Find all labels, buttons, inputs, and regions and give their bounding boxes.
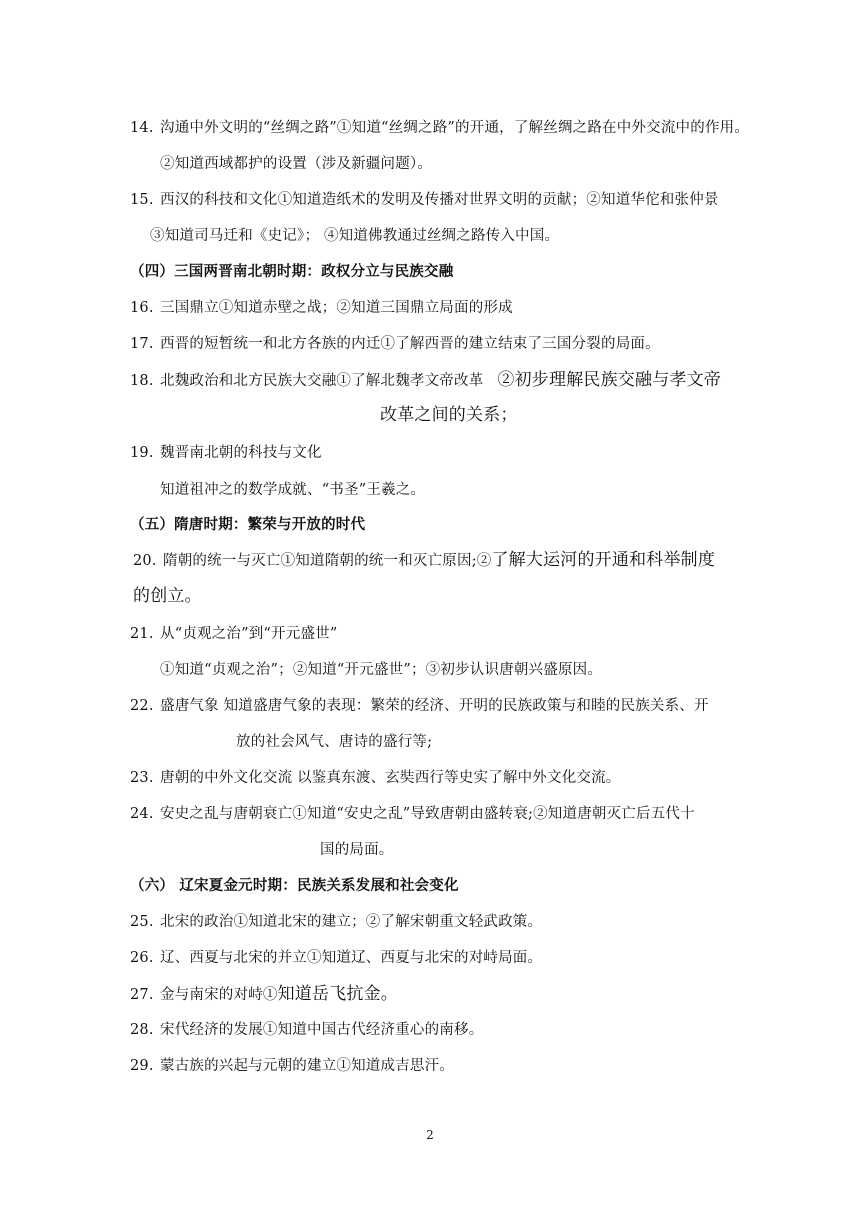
item-number: 29. xyxy=(130,1058,154,1074)
heading-text: （五）隋唐时期：繁荣与开放的时代 xyxy=(130,516,366,533)
page-number: 2 xyxy=(426,1128,434,1142)
item-text: 国的局面。 xyxy=(320,842,394,858)
item-text: 北魏政治和北方民族大交融①了解北魏孝文帝改革 xyxy=(160,373,484,389)
item-text: ①知道“贞观之治”；②知道“开元盛世”；③初步认识唐朝兴盛原因。 xyxy=(160,662,603,678)
item-25 xyxy=(130,912,542,932)
item-19-continuation xyxy=(160,480,425,500)
item-text: 知道祖冲之的数学成就、“书圣”王羲之。 xyxy=(160,482,426,498)
item-text: 沟通中外文明的“丝绸之路”①知道“丝绸之路”的开通，了解丝绸之路在中外交流中的作用。 xyxy=(160,120,750,136)
heading-text: （四）三国两晋南北朝时期：政权分立与民族交融 xyxy=(130,263,454,280)
item-18 xyxy=(130,370,721,391)
item-number: 18. xyxy=(130,373,154,389)
item-number: 27. xyxy=(130,987,154,1003)
item-24 xyxy=(130,804,695,824)
item-26 xyxy=(130,948,542,968)
item-text: 宋代经济的发展①知道中国古代经济重心的南移。 xyxy=(160,1022,484,1038)
item-23 xyxy=(130,768,621,788)
section-heading-5 xyxy=(130,515,365,535)
item-number: 23. xyxy=(130,770,154,786)
item-text: 放的社会风气、唐诗的盛行等; xyxy=(236,734,433,750)
item-text: 隋朝的统一与灭亡①知道隋朝的统一和灭亡原因;② xyxy=(163,553,492,569)
item-text: ②知道西域都护的设置（涉及新疆问题）。 xyxy=(160,156,433,172)
item-text: 改革之间的关系； xyxy=(380,405,518,425)
item-17 xyxy=(130,334,660,354)
item-text-large: ②初步理解民族交融与孝文帝 xyxy=(497,370,722,390)
item-text: 的创立。 xyxy=(133,586,202,606)
item-20 xyxy=(133,550,715,571)
section-heading-6 xyxy=(130,876,459,896)
section-heading-4 xyxy=(130,262,453,282)
item-16 xyxy=(130,298,513,318)
item-18-continuation xyxy=(380,405,518,425)
item-14 xyxy=(130,118,749,138)
item-15 xyxy=(130,190,719,210)
item-number: 17. xyxy=(130,336,154,352)
item-text: 魏晋南北朝的科技与文化 xyxy=(160,445,322,461)
item-text: 三国鼎立①知道赤壁之战；②知道三国鼎立局面的形成 xyxy=(160,300,513,316)
item-text: 盛唐气象 知道盛唐气象的表现：繁荣的经济、开明的民族政策与和睦的民族关系、开 xyxy=(160,698,709,714)
item-text: 唐朝的中外文化交流 以鉴真东渡、玄奘西行等史实了解中外文化交流。 xyxy=(160,770,621,786)
item-14-continuation xyxy=(160,154,432,174)
item-text: 西晋的短暂统一和北方各族的内迁①了解西晋的建立结束了三国分裂的局面。 xyxy=(160,336,660,352)
item-text: 北宋的政治①知道北宋的建立；②了解宋朝重文轻武政策。 xyxy=(160,914,543,930)
item-number: 21. xyxy=(130,626,154,642)
item-number: 14. xyxy=(130,120,154,136)
item-number: 15. xyxy=(130,192,154,208)
item-24-continuation xyxy=(320,840,394,860)
item-29 xyxy=(130,1056,454,1076)
item-22 xyxy=(130,696,709,716)
item-text: 金与南宋的对峙① xyxy=(160,987,278,1003)
item-28 xyxy=(130,1020,483,1040)
item-text: 安史之乱与唐朝衰亡①知道“安史之乱”导致唐朝由盛转衰;②知道唐朝灭亡后五代十 xyxy=(160,806,695,822)
item-text-large: 知道岳飞抗金。 xyxy=(277,984,399,1004)
item-27 xyxy=(130,984,398,1005)
item-number: 20. xyxy=(133,553,157,569)
item-number: 22. xyxy=(130,698,154,714)
item-20-continuation xyxy=(133,586,202,606)
heading-text: （六） 辽宋夏金元时期：民族关系发展和社会变化 xyxy=(130,877,459,894)
item-text: 蒙古族的兴起与元朝的建立①知道成吉思汗。 xyxy=(160,1058,454,1074)
item-21-continuation xyxy=(160,660,602,680)
item-text: ③知道司马迁和《史记》； ④知道佛教通过丝绸之路传入中国。 xyxy=(150,228,560,244)
item-number: 24. xyxy=(130,806,154,822)
item-text: 西汉的科技和文化①知道造纸术的发明及传播对世界文明的贡献；②知道华佗和张仲景 xyxy=(160,192,719,208)
item-19 xyxy=(130,443,322,463)
item-number: 26. xyxy=(130,950,154,966)
item-text: 从“贞观之治”到“开元盛世” xyxy=(160,626,338,642)
item-15-continuation xyxy=(150,226,559,246)
item-text: 辽、西夏与北宋的并立①知道辽、西夏与北宋的对峙局面。 xyxy=(160,950,543,966)
item-number: 19. xyxy=(130,445,154,461)
item-21 xyxy=(130,624,337,644)
item-text-large: 了解大运河的开通和科举制度 xyxy=(491,550,716,570)
item-number: 25. xyxy=(130,914,154,930)
item-22-continuation xyxy=(236,732,432,752)
item-number: 28. xyxy=(130,1022,154,1038)
item-number: 16. xyxy=(130,300,154,316)
